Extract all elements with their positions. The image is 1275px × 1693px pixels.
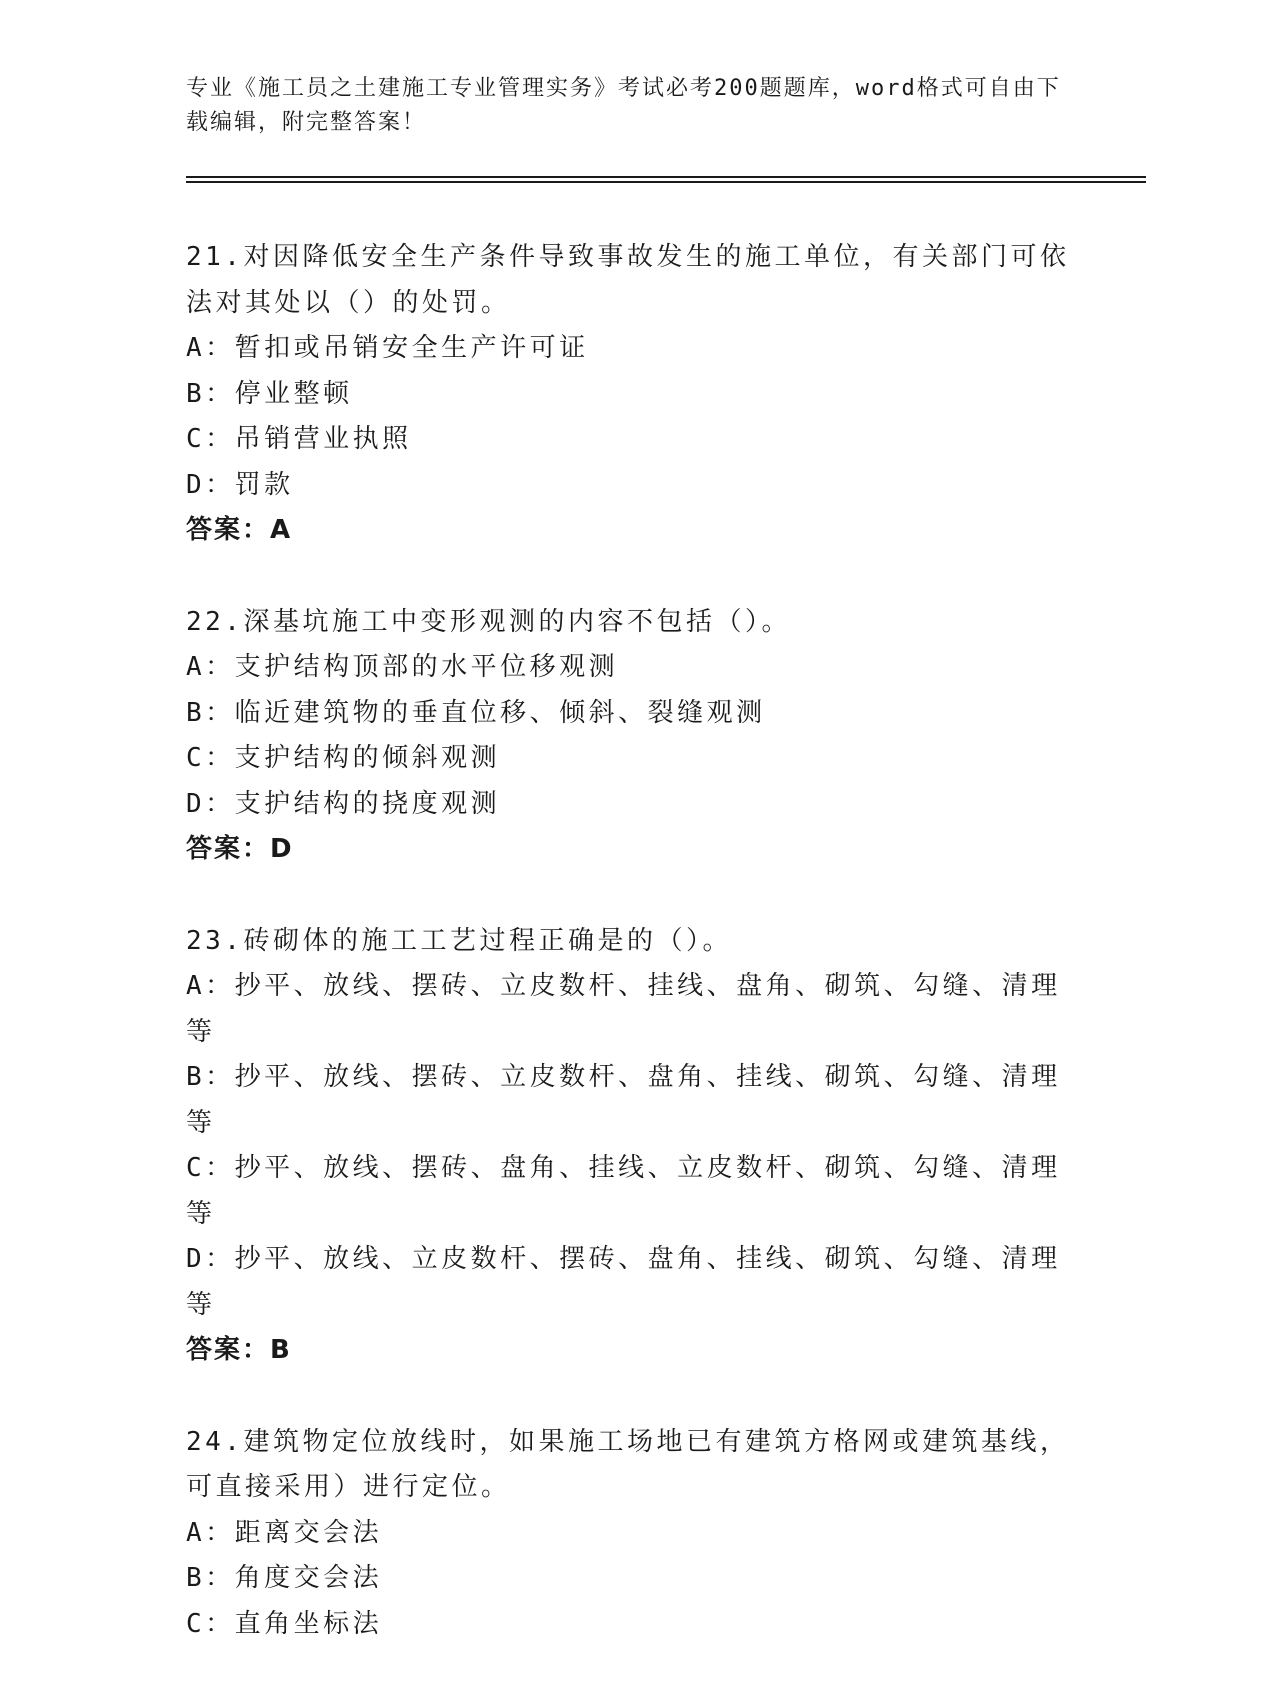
question-21 <box>186 235 1086 554</box>
answer: 答案：B <box>186 1335 292 1365</box>
question-22 <box>186 600 1086 873</box>
question-stem: 21.对因降低安全生产条件导致事故发生的施工单位，有关部门可依法对其处以（）的处罚。 <box>186 242 1070 318</box>
option-c: C：抄平、放线、摆砖、盘角、挂线、立皮数杆、砌筑、勾缝、清理等 <box>186 1153 1061 1229</box>
option-b: B：临近建筑物的垂直位移、倾斜、裂缝观测 <box>186 697 766 728</box>
option-a: A：抄平、放线、摆砖、立皮数杆、挂线、盘角、砌筑、勾缝、清理等 <box>186 971 1061 1047</box>
header-divider-top <box>186 176 1146 178</box>
option-c: C：支护结构的倾斜观测 <box>186 743 501 773</box>
option-b: B：抄平、放线、摆砖、立皮数杆、盘角、挂线、砌筑、勾缝、清理等 <box>186 1062 1061 1138</box>
option-b: B：角度交会法 <box>186 1563 383 1593</box>
option-b: B：停业整顿 <box>186 378 353 409</box>
option-a: A：距离交会法 <box>186 1517 383 1548</box>
option-a: A：支护结构顶部的水平位移观测 <box>186 652 619 682</box>
question-stem: 22.深基坑施工中变形观测的内容不包括（）。 <box>186 606 791 637</box>
option-d: D：抄平、放线、立皮数杆、摆砖、盘角、挂线、砌筑、勾缝、清理等 <box>186 1244 1061 1320</box>
header-divider-bottom <box>186 181 1146 183</box>
option-d: D：支护结构的挠度观测 <box>186 788 501 819</box>
option-c: C：吊销营业执照 <box>186 424 412 454</box>
question-23 <box>186 919 1086 1374</box>
option-d: D：罚款 <box>186 469 294 500</box>
question-stem: 23.砖砌体的施工工艺过程正确是的（）。 <box>186 925 732 956</box>
question-24 <box>186 1420 1086 1648</box>
option-a: A：暂扣或吊销安全生产许可证 <box>186 333 589 363</box>
answer: 答案：D <box>186 834 294 864</box>
answer: 答案：A <box>186 515 293 545</box>
option-c: C：直角坐标法 <box>186 1608 383 1639</box>
question-stem: 24.建筑物定位放线时，如果施工场地已有建筑方格网或建筑基线，可直接采用）进行定位。 <box>186 1426 1070 1502</box>
question-list <box>186 235 1086 1693</box>
document-header: 专业《施工员之土建施工专业管理实务》考试必考200题题库，word格式可自由下载编辑，附完整答案！ <box>186 76 1061 135</box>
